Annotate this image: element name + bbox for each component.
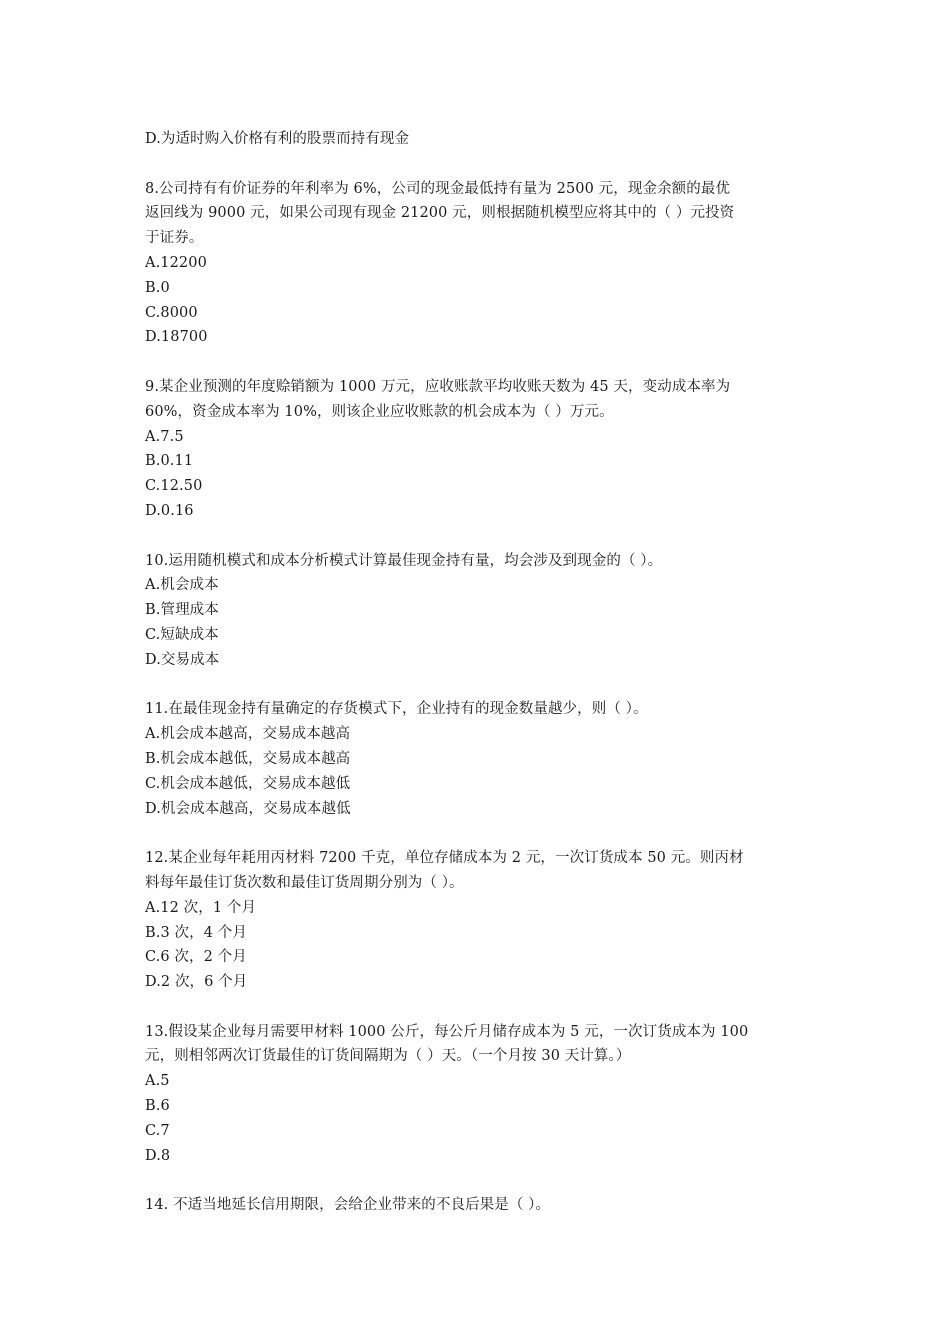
- answer-option: B.3 次，4 个月: [145, 924, 247, 941]
- answer-option: D.8: [145, 1147, 171, 1164]
- answer-option: D.交易成本: [145, 651, 220, 668]
- question-text-line: 12.某企业每年耗用丙材料 7200 千克，单位存储成本为 2 元，一次订货成本 50 元。则丙材: [145, 850, 744, 867]
- answer-option: D.0.16: [145, 502, 194, 519]
- question-block: [145, 846, 815, 995]
- question-text-line: 8.公司持有有价证券的年利率为 6%，公司的现金最低持有量为 2500 元，现金余额的最优: [145, 180, 731, 197]
- answer-option: C.6 次，2 个月: [145, 949, 247, 966]
- answer-option: A.7.5: [145, 428, 184, 445]
- question-text-line: 14. 不适当地延长信用期限，会给企业带来的不良后果是（ ）。: [145, 1197, 551, 1214]
- answer-option: A.12200: [145, 254, 207, 271]
- answer-option: B.管理成本: [145, 602, 219, 619]
- question-text-line: 9.某企业预测的年度赊销额为 1000 万元，应收账款平均收账天数为 45 天，变动成本率为: [145, 378, 731, 395]
- question-text-line: 返回线为 9000 元，如果公司现有现金 21200 元，则根据随机模型应将其中的（ ）元投资: [145, 205, 735, 222]
- document-page: [145, 127, 815, 1218]
- answer-option: A.机会成本越高，交易成本越高: [145, 726, 351, 743]
- answer-option: C.短缺成本: [145, 626, 219, 643]
- question-text-line: 料每年最佳订货次数和最佳订货周期分别为（ ）。: [145, 874, 464, 891]
- answer-option: B.6: [145, 1098, 170, 1115]
- answer-option: D.2 次，6 个月: [145, 974, 248, 991]
- answer-option: C.机会成本越低，交易成本越低: [145, 775, 351, 792]
- answer-option: C.12.50: [145, 478, 203, 495]
- answer-option: D.机会成本越高，交易成本越低: [145, 800, 351, 817]
- answer-option: D.18700: [145, 329, 208, 346]
- top-option: D.为适时购入价格有利的股票而持有现金: [145, 131, 410, 147]
- answer-option: A.5: [145, 1073, 170, 1090]
- question-block: [145, 549, 815, 673]
- question-block: [145, 375, 815, 524]
- question-text-line: 11.在最佳现金持有量确定的存货模式下，企业持有的现金数量越少，则（ ）。: [145, 701, 648, 718]
- question-block: [145, 177, 815, 351]
- question-block: [145, 1193, 815, 1218]
- answer-option: C.7: [145, 1122, 170, 1139]
- question-list: [145, 177, 815, 1218]
- question-block: [145, 697, 815, 821]
- answer-option: B.0.11: [145, 453, 194, 470]
- question-text-line: 13.假设某企业每月需要甲材料 1000 公斤，每公斤月储存成本为 5 元，一次订货成本为 100: [145, 1023, 749, 1040]
- question-text-line: 于证券。: [145, 230, 204, 247]
- answer-option: B.机会成本越低，交易成本越高: [145, 750, 351, 767]
- question-block: [145, 1020, 815, 1169]
- question-text-line: 10.运用随机模式和成本分析模式计算最佳现金持有量，均会涉及到现金的（ ）。: [145, 552, 663, 569]
- answer-option: C.8000: [145, 304, 198, 321]
- answer-option: A.机会成本: [145, 577, 219, 594]
- answer-option: B.0: [145, 279, 170, 296]
- question-text-line: 元，则相邻两次订货最佳的订货间隔期为（ ）天。（一个月按 30 天计算。）: [145, 1048, 631, 1065]
- answer-option: A.12 次，1 个月: [145, 899, 257, 916]
- question-text-line: 60%，资金成本率为 10%，则该企业应收账款的机会成本为（ ）万元。: [145, 403, 614, 420]
